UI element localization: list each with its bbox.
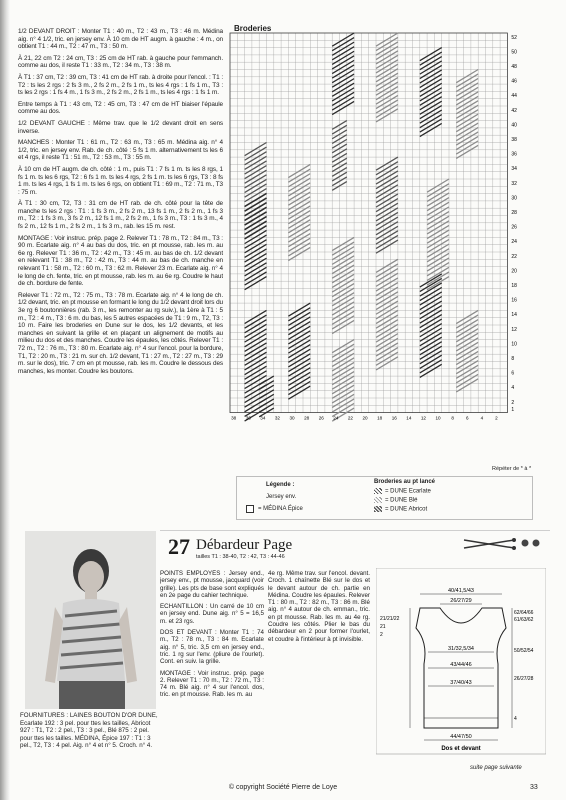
dim-right2: 61/63/62 [514,617,534,623]
repeat-label: Répéter de * à * [492,466,532,472]
fournitures: FOURNITURES : LAINES BOUTON D'OR DUNE, Ecarlate 192 : 3 pel. pour ttes les tailles, Abricot 927 : T1, T2 : 2 pel., T3 : 3 pel., Blé 875 : 2 pel. pour ttes les tailles. MÉDINA, Épice 197 : T1 : 3 pel., T2, T3 : 4 pel. Aig. n° 4 et n° 5. Croch. n° 4. [20,712,158,749]
ecarlate-swatch [374,488,382,494]
dim-left: 21/21/22 [380,616,400,622]
schema-caption: Dos et devant [441,746,481,752]
instr-montage: MONTAGE : Voir instruc. prép. page 2. Relever T1 : 78 m., T2 : 84 m., T3 : 90 m. Ecarlate aig. n° 4 au bas du dos, tric. en pt mousse, rab. les m. au 6e rg. Relever T1 : 36 m., T2 : 42 m., T3 : 45 m. au bas de ch. 1/2 devant en relevant T1 : 38 m., T2 : 42 m., T3 : 44 m. au bas de ch. manche en relevant T1 : 58 m., T2 : 60 m., T3 : 62 m. Relever 23 m. Ecarlate aig. n° 4 le long de ch. fente, tric. en pt mousse, rab. les m. au 6e rg. Coudre le haut de ch. bordure de fente. [18,234,223,288]
row-label: 12 [511,326,517,333]
col-label: 26 [318,415,324,421]
page-number: 33 [530,784,538,791]
col-label: 16 [391,415,397,421]
dim-b-small: 4 [514,716,517,722]
stitch-motif [456,70,478,159]
row-label: 6 [511,370,515,377]
section-title: Débardeur Page [196,537,293,553]
legend-medina: = MÉDINA Épice [258,506,303,512]
dim-bottom: 44/47/50 [450,734,472,740]
col-label: 34 [260,415,266,421]
dim-left2: 21 [380,624,386,630]
stitch-motif [420,274,442,378]
page-spine-shadow [0,0,10,800]
instr-epaule: Entre temps à T1 : 43 cm, T2 : 45 cm, T3 : 47 cm de HT biaiser l'épaule comme au dos. [18,100,223,116]
legend [236,476,531,518]
instr-emmanchure: À 21, 22 cm T2 : 24 cm, T3 : 25 cm de HT rab. à gauche pour l'emmanch. comme au dos, il reste T1 : 33 m., T2 : 34 m., T3 : 38 m. [18,54,223,70]
instr-demi-devant-droit: 1/2 DEVANT DROIT : Monter T1 : 40 m., T2 : 43 m., T3 : 46 m. Médina aig. n° 4 1/2, tric. en jersey env. À 10 cm de HT augm. à gauche : 4 m., on obtient T1 : 44 m., T2 : 47 m., T3 : 50 m. [18,28,223,51]
stitch-motif [288,164,310,260]
dim-mid3: 43/44/46 [450,662,472,668]
col-label: 18 [377,415,383,421]
row-label: 24 [511,239,517,246]
abricot-swatch [374,506,382,512]
model-photo [25,531,156,709]
montage-suite-b: 4e rg. Même trav. sur l'encol. devant. Croch. 1 chaînette Blé sur le dos et le devant autour de ch. partie en Médina. Coudre les épaules. Relever T1 : 80 m., T2 : 82 m., T3 : 86 m. Blé aig. n° 4 autour de ch. emman., tric. en pt mousse. Rab. les m. au 4e rg. Coudre les côtés. Plier le bas du débardeur en 2 pour former l'ourlet, et coudre à l'intérieur à pt invisible. [268,570,370,643]
chart-title: Broderies [234,24,272,33]
yarn-dots-icon [520,538,542,548]
row-label: 46 [511,78,517,85]
col-label: 14 [406,415,412,421]
dim-top: 40/41,5/43 [448,588,474,594]
stitch-motif [420,48,442,137]
row-label: 52 [511,34,517,41]
dim-left3: 2 [380,632,383,638]
stitch-motif [376,33,398,122]
col-label: 24 [333,415,339,421]
row-label: 28 [511,210,517,217]
stitch-motif [427,179,449,290]
continued-note: suite page suivante [470,765,522,771]
row-label: 1 [511,407,515,414]
legend-broderies-title: Broderies au pt lancé [374,479,436,485]
model-photo-illustration [25,531,156,709]
row-label: 34 [511,166,517,173]
dim-mid4: 37/40/43 [450,680,472,686]
echantillon: ECHANTILLON : Un carré de 10 cm en jersey end. Dune aig. n° 5 = 16,5 m. et 23 rgs. [160,603,264,625]
stitch-motif [245,143,267,239]
row-label: 30 [511,195,517,202]
dos-et-devant: DOS ET DEVANT : Monter T1 : 74 m., T2 : 78 m., T3 : 84 m. Ecarlate aig. n° 5, tric. 3,5 cm en jersey end., tric. 1 rg sur l'env. (pliure de l'ourlet). Cont. en suiv. la grille. [160,629,264,666]
stitch-motif [288,303,310,399]
row-label: 20 [511,268,517,275]
legend-item-ecarlate: = DUNE Ecarlate [374,488,431,496]
instr-tete-manche: À T1 : 30 cm, T2, T3 : 31 cm de HT rab. de ch. côté pour la tête de manche ts les 2 rgs : T1 : 1 fs 3 m., 2 fs 2 m., 13 fs 1 m., 2 fs 2 m., 1 fs 3 m., T2 : 1 fs 3 m., 3 fs 2 m., 12 fs 1 m., 2 fs 2 m., 1 fs 3 m., T3 : 1 fs 3 m., 4 fs 2 m., 12 fs 1 m., 2 fs 2 m., 1 fs 3 m., rab. les 15 m. rest. [18,200,223,231]
row-label: 50 [511,49,517,56]
points-employes: POINTS EMPLOYÉS : Jersey end., jersey env., pt mousse, jacquard (voir grille). Les pts de base sont expliqués en 2e page du cahier technique. [160,570,264,599]
col-label: 8 [451,415,454,421]
garment-schematic [376,568,546,758]
col-label: 38 [231,415,237,421]
stitch-motif [456,310,478,392]
embroidery-grid-chart [228,31,528,471]
stitch-motif [245,194,267,290]
montage-b: MONTAGE : Voir instruc. prép. page 2. Relever T1 : 70 m., T2 : 72 m., T3 : 74 m. Blé aig. n° 4 sur l'encol. dos, tric. en pt mousse. Rab. les m. au [160,669,264,699]
row-label: 42 [511,107,517,114]
row-label: 14 [511,312,517,319]
instructions-column-b1 [160,570,264,780]
col-label: 4 [480,415,484,421]
knitting-needles-icon [462,536,518,552]
col-label: 22 [347,415,354,421]
legend-jersey: Jersey env. [266,494,297,500]
legend-item-ble: = DUNE Blé [374,497,418,505]
stitch-motif [332,237,354,333]
instr-manches: MANCHES : Monter T1 : 61 m., T2 : 63 m., T3 : 65 m. Médina aig. n° 4 1/2, tric. en jersey env. Rab. de ch. côté : 5 fs 1 m. alternativement ts les 6 et 4 rgs, il reste T1 : 51 m., T2 : 53 m., T3 : 55 m. [18,139,223,162]
legend-title: Légende : [266,482,295,488]
row-label: 48 [511,64,517,71]
stitch-motif [376,157,398,253]
row-label: 40 [511,122,517,129]
row-label: 44 [511,93,517,100]
stitch-motif [376,259,398,370]
instr-demi-devant-gauche: 1/2 DEVANT GAUCHE : Même trav. que le 1/2 devant droit en sens inverse. [18,119,223,135]
col-label: 2 [495,415,498,421]
stitch-motif [245,310,267,421]
col-label: 32 [274,415,281,421]
dim-right3: 26/27/28 [514,676,534,682]
col-label: 10 [435,415,441,421]
section-number: 27 [168,534,190,559]
left-instructions-column [18,28,223,533]
legend-medina-swatch [246,505,254,513]
ble-swatch [374,497,382,503]
copyright: © copyright Société Pierre de Loye [228,784,338,791]
dim-right1: 62/64/66 [514,610,534,616]
row-label: 22 [511,253,517,260]
dim-neck: 26/27/29 [450,598,472,604]
row-label: 8 [511,356,515,363]
row-label: 26 [511,224,517,231]
legend-item-abricot: = DUNE Abricot [374,506,427,514]
dim-mid1: 31/32,5/34 [448,646,474,652]
col-label: 30 [289,415,295,421]
row-label: 32 [511,180,517,187]
dim-mid2: 50/52/54 [514,648,534,654]
row-label: 36 [511,151,517,158]
col-label: 36 [245,415,251,421]
stitch-motif [332,33,354,115]
row-label: 38 [511,137,517,144]
col-label: 12 [420,415,427,421]
col-label: 6 [465,415,469,421]
instr-manches-augm: À 10 cm de HT augm. de ch. côté : 1 m., puis T1 : 7 fs 1 m. ts les 8 rgs, 1 fs 1 m. ts les 6 rgs, T2 : 6 fs 1 m. ts les 4 rgs, 2 fs 1 m. ts les 6 rgs, T3 : 8 fs 1 m. ts les 4 rgs, 1 fs 1 m. ts les 6 rgs, on obtient T1 : 69 m., T2 : 71 m., T3 : 75 m. [18,165,223,196]
section-divider [160,530,550,531]
fournitures-block [20,712,160,782]
instructions-column-b2 [268,570,370,780]
row-label: 10 [511,341,517,348]
instr-encolure: À T1 : 37 cm, T2 : 39 cm, T3 : 41 cm de HT rab. à droite pour l'encol. : T1 : T2 : ts les 2 rgs : 2 fs 3 m., 2 fs 2 m., 2 fs 1 m., ts les 4 rgs : 1 fs 1 m., T3 : ts les 2 rgs : 1 fs 4 m., 1 fs 3 m., 2 fs 2 m., 2 fs 1 m., ts les 4 rgs : 1 fs 1 m. [18,73,223,97]
stitch-motif [332,340,354,422]
instr-montage-suite: Relever T1 : 72 m., T2 : 75 m., T3 : 78 m. Ecarlate aig. n° 4 le long de ch. 1/2 devant, tric. en pt mousse en formant le long du 1/2 devant droit lors du 3e rg 6 boutonnières (rab. 3 m., les remonter au rg suiv.), la 1ère à T1 : 5 m., T2 : 4 m., T3 : 6 m. du bas, les 5 autres espacées de T1 : 9 m., T2, T3 : 10 m. Faire les broderies en Dune sur le dos, les 1/2 devants, et les manches en suivant la grille et en plaçant un alignement de motifs au milieu du dos et des manches. Coudre les épaules, les côtés. Relever T1 : 72 m., T2 : 76 m., T3 : 80 m. Ecarlate aig. n° 4 sur l'encol. pour la bordure, T1, T2 : 20 m., T3 : 21 m. sur ch. 1/2 devant, T1 : 27 m., T2 : 27 m., T3 : 29 m. sur le dos), tric. 7 cm en pt mousse, rab. les m. Coudre le dessous des manches, les monter. Coudre les boutons. [18,291,223,375]
row-label: 4 [511,385,515,392]
row-label: 18 [511,283,517,290]
row-label: 16 [511,297,517,304]
col-label: 28 [304,415,310,421]
col-label: 20 [362,415,368,421]
section-sizes: tailles T1 : 38-40, T2 : 42, T3 : 44-46 [196,554,285,560]
row-label: 2 [511,399,515,406]
